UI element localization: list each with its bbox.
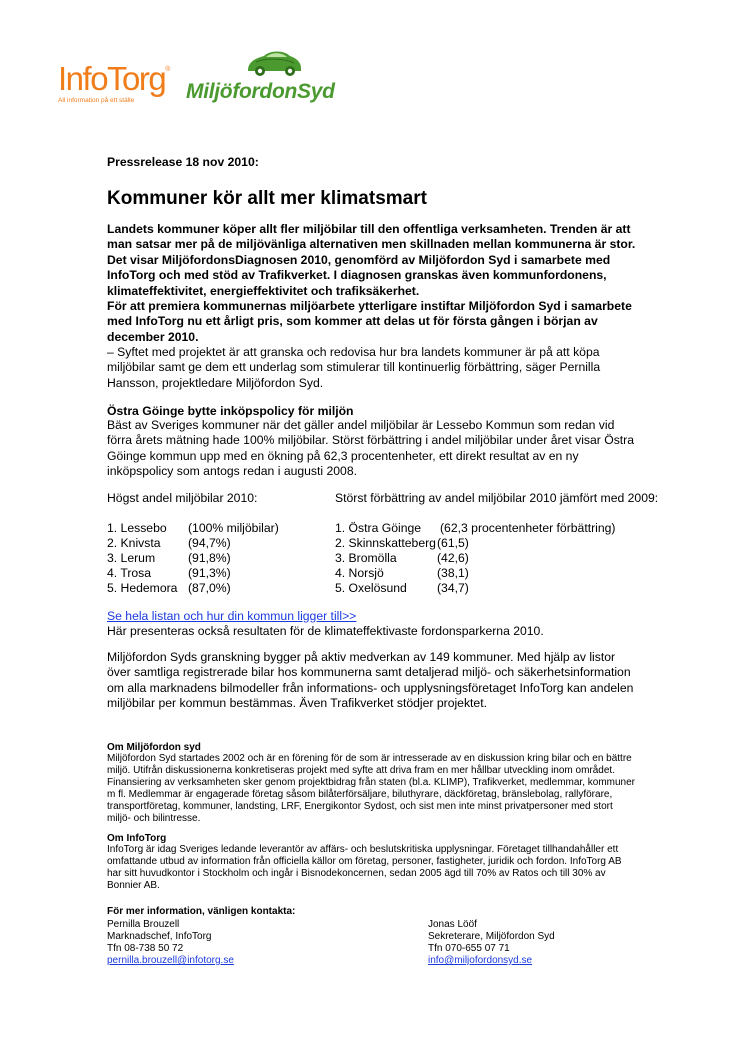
infotorg-logo-text: InfoTorg [58, 60, 166, 97]
intro [107, 222, 642, 345]
list-item-name: 1. Östra Göinge [335, 521, 422, 535]
contact-title: Sekreterare, Miljöfordon Syd [428, 931, 555, 942]
contacts-heading: För mer information, vänligen kontakta: [107, 906, 296, 917]
list-item-name: 5. Oxelösund [335, 581, 407, 595]
about-infotorg-heading: Om InfoTorg [107, 833, 167, 844]
about-msyd-body: Miljöfordon Syd startades 2002 och är en förening för de som är intresserade av en diskussion kring bilar och en bättre miljö. Utifrån diskussionerna konkretiseras projekt med syfte att driva fram en mer hållbar utveckling inom området. Finansiering av verksamheten sker genom projektbidrag från staten (bl.a. KLIMP), Trafikverket, medlemmar, kommuner m fl. Medlemmar är engagerade företag såsom bilåterförsäljare, biluthyrare, däckföretag, bränslebolag, rallyförare, transportföretag, kommuner, landsting, LRF, Energikontor Sydost, och sist men inte minst privatpersoner med stort miljö- och bilintresse. [107, 753, 635, 824]
list-item-value: (91,3%) [188, 566, 231, 580]
list-item-value: (38,1) [437, 566, 469, 580]
section-body: Bäst av Sveriges kommuner när det gäller andel miljöbilar är Lessebo Kommun som redan vid förra årets mätning hade 100% miljöbilar. Störst förbättring i andel miljöbilar under året visar Östra Göinge kommun upp med en ökning på 62,3 procentenheter, ett direkt resultat av en ny inköpspolicy som antogs redan i augusti 2008. [107, 418, 635, 479]
intro-paragraph-2: För att premiera kommunernas miljöarbete ytterligare instiftar Miljöfordon Syd i samarbete med InfoTorg nu ett årligt pris, som kommer att delas ut för första gången i början av december 2010. [107, 299, 632, 344]
section-heading: Östra Göinge bytte inköpspolicy för miljön [107, 404, 354, 418]
contact-phone: Tfn 08-738 50 72 [107, 943, 184, 954]
miljofordon-logo-text: MiljöfordonSyd [186, 80, 335, 103]
list-item-value: (91,8%) [188, 551, 231, 565]
list-item-value: (34,7) [437, 581, 469, 595]
contact-name: Pernilla Brouzell [107, 919, 180, 930]
full-list-note: Här presenteras också resultaten för de klimateffektivaste fordonsparkerna 2010. [107, 624, 544, 638]
dateline: Pressrelease 18 nov 2010: [107, 155, 259, 169]
quote-paragraph: – Syftet med projektet är att granska och redovisa hur bra landets kommuner är på att köpa miljöbilar samt ge dem ett underlag som stimulerar till kontinuerlig förbättring, säger Pernilla Hansson, projektledare Miljöfordon Syd. [107, 345, 601, 390]
list-item-name: 3. Lerum [107, 551, 156, 565]
list-item-name: 2. Knivsta [107, 536, 161, 550]
list-item-name: 3. Bromölla [335, 551, 397, 565]
full-list-link[interactable]: Se hela listan och hur din kommun ligger till>> [107, 609, 357, 623]
method-paragraph: Miljöfordon Syds granskning bygger på aktiv medverkan av 149 kommuner. Med hjälp av listor över samtliga registrerade bilar hos kommunerna samt detaljerad miljö- och säkerhetsinformation om alla marknadens bilmodeller från informations- och upplysningsföretaget InfoTorg kan andelen miljöbilar per kommun bestämmas. Även Trafikverket stödjer projektet. [107, 650, 634, 711]
contact-title: Marknadschef, InfoTorg [107, 931, 212, 942]
registered-mark: ® [165, 66, 169, 73]
contact-phone: Tfn 070-655 07 71 [428, 943, 510, 954]
list-item-name: 1. Lessebo [107, 521, 167, 535]
about-msyd-heading: Om Miljöfordon syd [107, 742, 201, 753]
infotorg-tagline: All information på ett ställe [58, 97, 135, 104]
green-car-icon [244, 48, 304, 78]
list-item-value: (42,6) [437, 551, 469, 565]
list-item-value: (62,3 procentenheter förbättring) [440, 521, 616, 535]
intro-paragraph-1: Landets kommuner köper allt fler miljöbilar till den offentliga verksamheten. Trenden är att man satsar mer på de miljövänliga alternativen men skillnaden mellan kommunerna är stor. Det visar MiljöfordonsDiagnosen 2010, genomförd av Miljöfordon Syd i samarbete med InfoTorg och med stöd av Trafikverket. I diagnosen granskas även kommunfordonens, klimateffektivitet, energieffektivitet och trafiksäkerhet. [107, 222, 636, 298]
contact-card [107, 919, 234, 967]
headline: Kommuner kör allt mer klimatsmart [107, 188, 427, 209]
list-item-name: 2. Skinnskatteberg [335, 536, 436, 550]
right-list-title: Störst förbättring av andel miljöbilar 2010 jämfört med 2009: [335, 491, 659, 505]
left-list-title: Högst andel miljöbilar 2010: [107, 491, 258, 505]
contact-name: Jonas Lööf [428, 919, 477, 930]
contact-email-link[interactable]: pernilla.brouzell@infotorg.se [107, 955, 234, 966]
infotorg-logo [58, 62, 169, 104]
contact-email-link[interactable]: info@miljofordonsyd.se [428, 955, 533, 966]
list-item-name: 4. Trosa [107, 566, 152, 580]
list-item-value: (100% miljöbilar) [188, 521, 279, 535]
list-item-value: (94,7%) [188, 536, 231, 550]
list-item-name: 4. Norsjö [335, 566, 384, 580]
list-item-value: (61,5) [437, 536, 469, 550]
list-item-value: (87,0%) [188, 581, 231, 595]
miljofordon-logo [186, 48, 346, 108]
contact-card [428, 919, 555, 967]
about-infotorg-body: InfoTorg är idag Sveriges ledande leverantör av affärs- och beslutskritiska upplysningar. Företaget tillhandahåller ett omfattande utbud av information från officiella källor om företag, personer, fastigheter, juridik och fordon. InfoTorg AB har sitt huvudkontor i Stockholm och ingår i Bisnodekoncernen, sedan 2005 ägd till 70% av Ratos och till 30% av Bonnier AB. [107, 844, 622, 891]
list-item-name: 5. Hedemora [107, 581, 178, 595]
